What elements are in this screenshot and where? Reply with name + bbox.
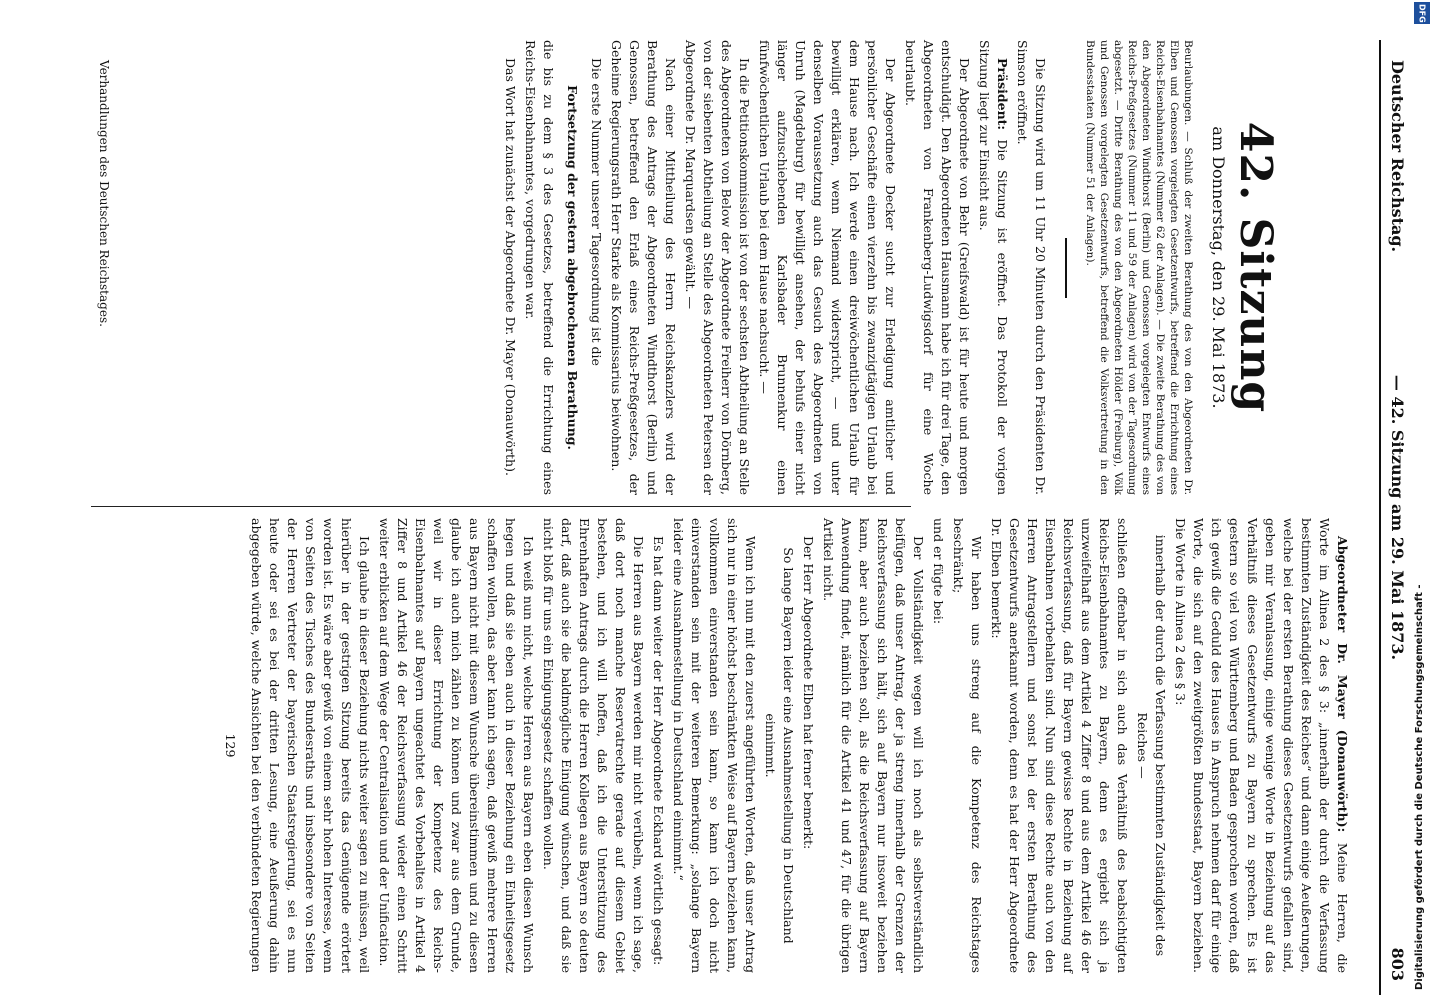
paragraph: In die Petitionskommission ist von der sechsten Abtheilung an Stelle des Abgeordneten von Below der Abgeordnete Freiherr von Dörnberg, von der siebenten Abtheilung an Stelle des Abgeordneten Petersen der Abgeordnete Dr. Marquardsen gewählt. —	[683, 40, 752, 495]
quotation: Die Herren aus Bayern werden mir nicht verübeln, wenn ich sage, daß dort noch manche Reservatrechte gerade auf diesem Gebiet bestehen, und ich will hoffen, daß ich die Unterstützung des Ehrenhaften Antrags durch die Herren Kollegen aus Bayern so deuten darf, daß auch sie die baldmögliche Einigung wünschen, und daß sie nicht bloß für uns ein Einigungsgesetz schaffen wollen.	[541, 518, 646, 973]
session-title: 42. Sitzung	[1230, 121, 1281, 414]
running-header	[1379, 40, 1411, 995]
page-footer: Verhandlungen des Deutschen Reichstages.	[97, 60, 111, 327]
paragraph: Die erste Nummer unserer Tagesordnung ist die	[589, 58, 604, 366]
paragraph: Das Wort hat zunächst der Abgeordnete Dr. Mayer (Donauwörth).	[503, 58, 518, 476]
quotation: So lange Bayern leider eine Ausnahmestellung in Deutschland einnimmt.	[763, 547, 796, 944]
right-column	[221, 518, 1351, 973]
document-page	[71, 40, 1411, 995]
quotation: innerhalb der durch die Verfassung bestimmten Zuständigkeit des Reiches —	[1135, 534, 1168, 957]
header-page-number: 803	[1388, 947, 1407, 981]
paragraph	[1171, 518, 1351, 973]
paragraph: Ich weiß nun nicht, welche Herren aus Bayern eben diesen Wunsch hegen und daß sie eben auch in dieser Beziehung ein Einheitsgesetz schaffen wollen, das aber kann ich sagen, daß gewiß mehrere Herren aus Bayern nicht mit diesem Wunsche übereinstimmen und zu diesen glaube ich auch mich zählen zu können und zwar aus dem Grunde, weil wir in dieser Errichtung der Kompetenz des Reichs-Eisenbahnamtes auf Bayern ungeachtet des Vorbehaltes in Artikel 4 Ziffer 8 und Artikel 46 der Reichsverfassung wieder einen Schritt weiter erblicken auf dem Wege der Centralisation und der Unification.	[377, 518, 536, 973]
quotation: Wir haben uns streng auf die Kompetenz des Reichstages beschränkt;	[951, 518, 984, 973]
header-session: — 42. Sitzung am 29. Mai 1873.	[1388, 374, 1407, 661]
column-divider	[91, 506, 911, 507]
paragraph-text: Meine Herren, die Worte im Alinea 2 des § 3: „innerhalb der durch die Verfassung bestimmten Zuständigkeit des Reiches“ und dann einige Aeußerungen, welche bei der ersten Berathung dieses Gesetzentwurfs gefallen sind, geben mir Veranlassung, einige wenige Worte in Beziehung auf das Verhältniß dieses Gesetzentwurfs zu Bayern zu sprechen. Es ist gestern so viel von Württemberg und Baden gesprochen worden, daß ich gewiß die Geduld des Hauses in Anspruch nehmen darf für einige Worte, die sich auf den zweitgrößten Bundesstaat, Bayern beziehen. Die Worte in Alinea 2 des § 3:	[1173, 518, 1350, 973]
paragraph: die bis zu dem § 3 des Gesetzes, betreffend die Errichtung eines Reichs-Eisenbahnamtes, vorgedrungen war.	[523, 40, 556, 495]
speaker-president: Präsident:	[995, 58, 1010, 131]
paragraph: schließen offenbar in sich auch das Verhältniß des beabsichtigten Reichs-Eisenbahnamtes zu Bayern, denn es ergiebt sich ja unzweifelhaft aus dem Artikel 4 Ziffer 8 und aus dem Artikel 46 der Reichsverfassung, daß für Bayern gewisse Rechte in Beziehung auf Eisenbahnen vorbehalten sind. Nun sind diese Rechte auch von den Herren Antragstellern und sonst bei der ersten Berathung des Gesetzentwurfs anerkannt worden, denn es hat der Herr Abgeordnete Dr. Elben bemerkt:	[989, 518, 1130, 973]
signature-number: 129	[223, 733, 238, 758]
quotation: Der Vollständigkeit wegen will ich noch als selbstverständlich beifügen, daß unser Antrag, der ja streng innerhalb der Grenzen der Reichsverfassung sich hält, sich auf Bayern nur insoweit beziehen kann, aber auch beziehen soll, als die Reichsverfassung auf Bayern Anwendung findet, nämlich für die Artikel 41 und 47, für die übrigen Artikel nicht.	[821, 518, 926, 973]
paragraph: Der Abgeordnete Decker sucht zur Erledigung amtlicher und persönlicher Geschäfte einen vierzehn bis zwanzigtägigen Urlaub bei dem Hause nach. Ich werde einen dreiwöchentlichen Urlaub für bewilligt erklären, wenn Niemand widerspricht, — und unter denselben Voraussetzung auch das Gesuch des Abgeordneten von Unruh (Magdeburg) für bewilligt ansehen, der behufs einer nicht länger aufzuschiebenden Karlsbader Brunnenkur einen fünfwöchentlichen Urlaub bei dem Hause nachsucht. —	[757, 40, 898, 495]
paragraph: Nach einer Mittheilung des Herrn Reichskanzlers wird der Berathung des Antrags der Abgeordneten Windthorst (Berlin) und Genossen, betreffend den Erlaß eines Reichs-Preßgesetzes, der Geheime Regierungsrath Herr Starke als Kommissarius beiwohnen.	[609, 40, 678, 495]
paragraph-text: Die Sitzung ist eröffnet. Das Protokoll der vorigen Sitzung liegt zur Einsicht aus.	[977, 40, 1010, 495]
paragraph: Es hat dann weiter der Herr Abgeordnete Eckhard wörtlich gesagt:	[651, 536, 666, 966]
paragraph: Wenn ich nun mit den zuerst angeführten Worten, daß unser Antrag sich nur in einer höchst beschränkten Weise auf Bayern beziehen kann, vollkommen einverstanden sein kann, so kann ich doch nicht einverstanden sein mit der weiteren Bemerkung: „solange Bayern leider eine Ausnahmestellung in Deutschland einnimmt.“	[671, 518, 758, 973]
paragraph: Der Herr Abgeordnete Elben hat ferner bemerkt:	[801, 536, 816, 850]
paragraph: Der Abgeordnete von Behr (Greifswald) ist für heute und morgen entschuldigt. Den Abgeordneten Hausmann habe ich für drei Tage, den Abgeordneten von Frankenberg-Ludwigsdorf für eine Woche beurlaubt.	[903, 40, 972, 495]
section-heading: Fortsetzung der gestern abgebrochenen Berathung.	[565, 85, 580, 450]
divider-rule	[1065, 238, 1067, 298]
speaker-mayer: Abgeordneter Dr. Mayer (Donauwörth):	[1335, 536, 1350, 833]
dfg-credit: Digitalisierung gefördert durch die Deutsche Forschungsgemeinschaft -	[1414, 584, 1425, 990]
paragraph: Die Sitzung wird um 11 Uhr 20 Minuten durch den Präsidenten Dr. Simson eröffnet.	[1015, 40, 1048, 495]
paragraph	[975, 40, 1011, 495]
session-date: am Donnerstag, den 29. Mai 1873.	[1209, 126, 1228, 409]
left-column	[499, 40, 1371, 495]
dfg-logo: DFG	[1414, 2, 1430, 24]
dfg-sidebar	[1412, 0, 1432, 1000]
paragraph: und er fügte bei:	[931, 518, 946, 625]
paragraph: Ich glaube in dieser Beziehung nichts weiter sagen zu müssen, weil hierüber in der gestrigen Sitzung bereits das Genügende erörtert worden ist. Es wäre aber gewiß von einem sehr hohen Interesse, wenn von Seiten des Tisches des Bundesraths und insbesondere von Seiten der Herren Vertreter der bayerischen Staatsregierung, sei es nun heute oder sei es bei der dritten Lesung, eine Aeußerung dahin abgegeben würde, welche Ansichten bei den verbündeten Regierungen	[249, 518, 372, 973]
header-publication: Deutscher Reichstag.	[1388, 60, 1407, 253]
session-summary: Beurlaubungen. — Schluß der zweiten Berathung des von den Abgeordneten Dr. Elben und Genossen vorgelegten Gesetzentwurfs, betreffend die Errichtung eines Reichs-Eisenbahnamtes (Nummer 62 der Anlagen). — Die zweite Berathung des von den Abgeordneten Windthorst (Berlin) und Genossen vorgelegten Entwurfs eines Reichs-Preßgesetzes (Nummer 11 und 59 der Anlagen) wird von der Tagesordnung abgesetzt. — Dritte Berathung des von den Abgeordneten Hölder (Freiburg), Völk und Genossen vorgelegten Gesetzentwurfs, betreffend die Volksvertretung in den Bundesstaaten (Nummer 51 der Anlagen).	[1084, 40, 1194, 495]
